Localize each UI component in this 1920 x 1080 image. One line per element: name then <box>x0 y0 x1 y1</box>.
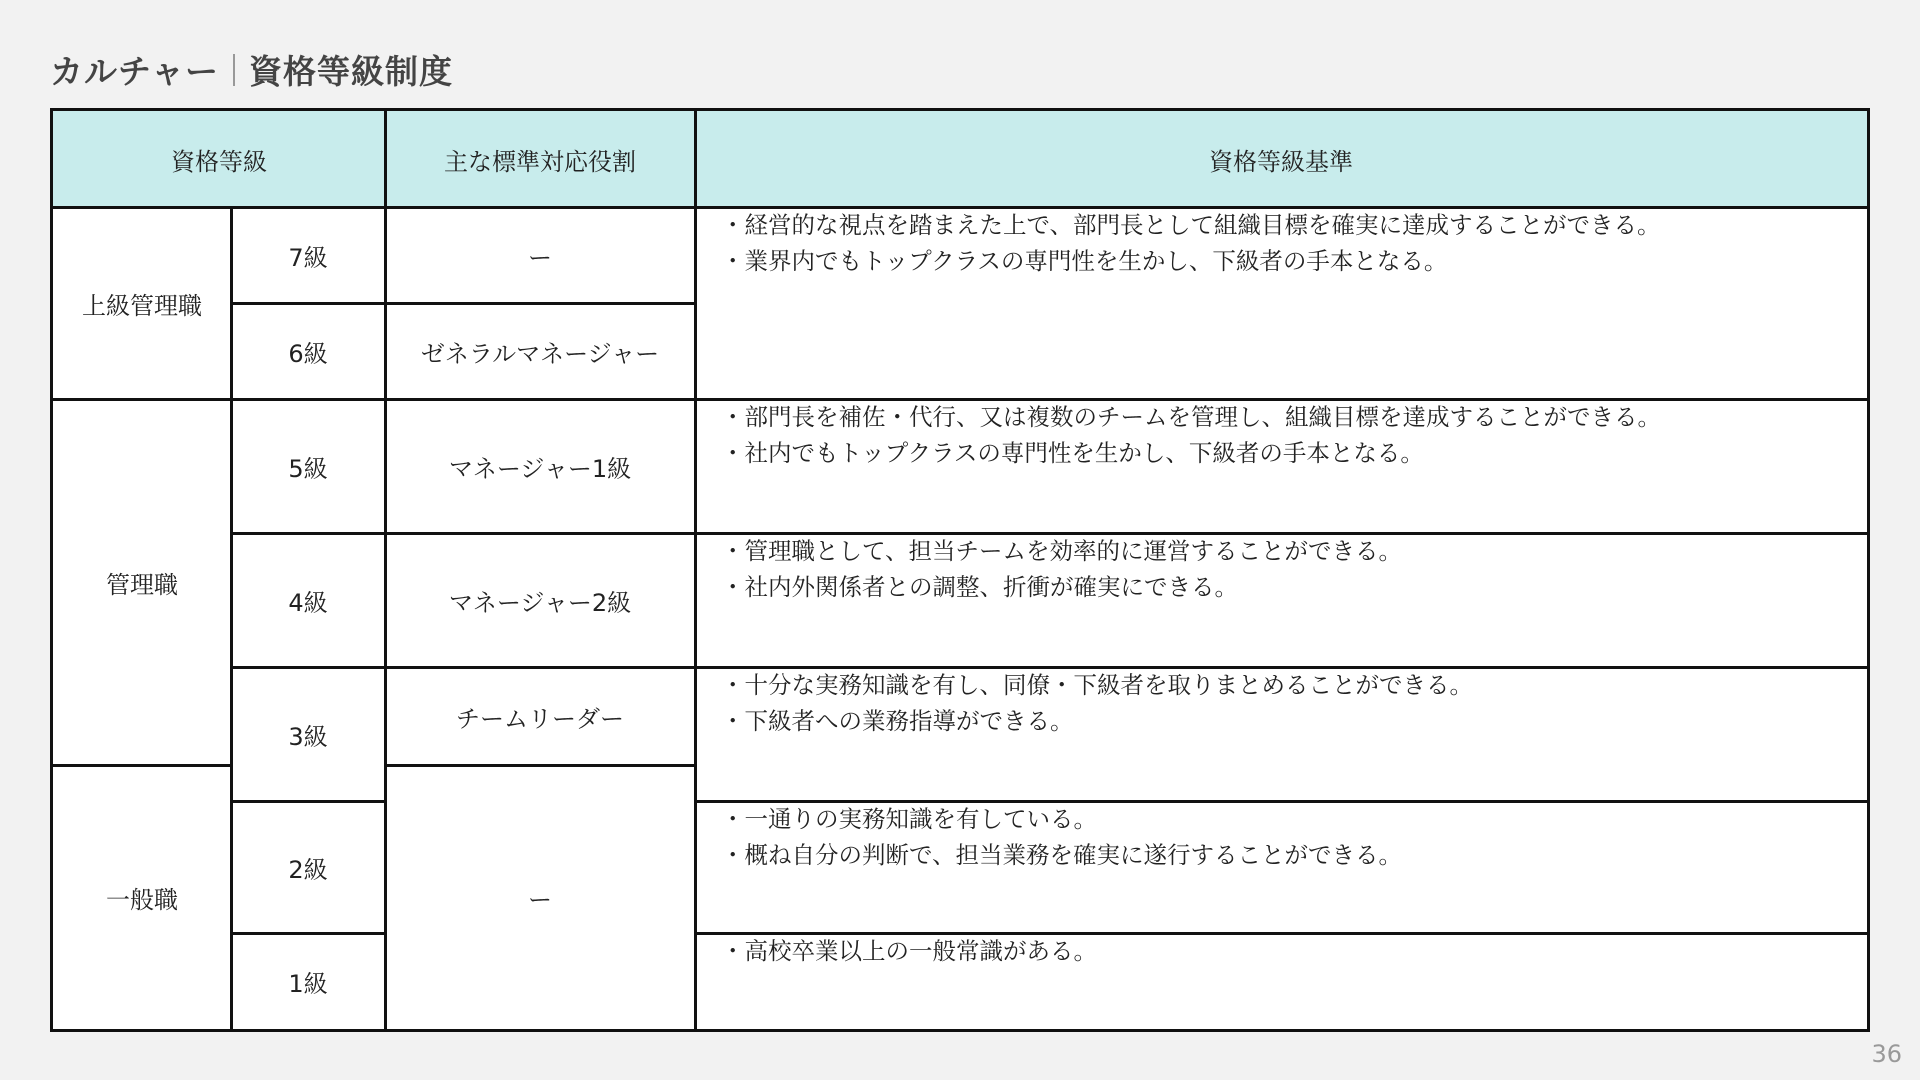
role-grade-3: チームリーダー <box>456 704 624 733</box>
criteria-grade-1 <box>695 933 1867 1029</box>
table-divider <box>231 532 385 535</box>
criteria-line: ・業界内でもトップクラスの専門性を生かし、下級者の手本となる。 <box>721 247 1448 275</box>
table-divider <box>385 302 695 305</box>
header-criteria: 資格等級基準 <box>695 111 1867 207</box>
table-divider <box>53 764 231 767</box>
grade-1: 1級 <box>288 969 328 998</box>
table-divider <box>384 111 387 1029</box>
table-divider <box>230 207 233 1029</box>
criteria-line: ・管理職として、担当チームを効率的に運営することができる。 <box>721 537 1403 565</box>
criteria-grade-5 <box>695 399 1867 533</box>
grade-3: 3級 <box>288 722 328 751</box>
criteria-line: ・社内外関係者との調整、折衝が確実にできる。 <box>721 573 1238 601</box>
table-divider <box>385 666 695 669</box>
criteria-line: ・十分な実務知識を有し、同僚・下級者を取りまとめることができる。 <box>721 671 1473 699</box>
page-number: 36 <box>1871 1040 1902 1068</box>
criteria-line: ・一通りの実務知識を有している。 <box>721 805 1097 833</box>
table-divider <box>695 666 1867 669</box>
page-title-topic: 資格等級制度 <box>249 52 454 91</box>
table-divider <box>695 532 1867 535</box>
criteria-line: ・部門長を補佐・代行、又は複数のチームを管理し、組織目標を達成することができる。 <box>721 403 1661 431</box>
table-divider <box>694 111 697 1029</box>
table-divider <box>231 398 385 401</box>
table-divider <box>385 398 695 401</box>
header-role: 主な標準対応役割 <box>385 111 695 207</box>
criteria-line: ・概ね自分の判断で、担当業務を確実に遂行することができる。 <box>721 841 1403 869</box>
role-grade-2-1: ー <box>528 885 552 914</box>
criteria-grade-7-6 <box>695 207 1867 399</box>
table-divider <box>231 666 385 669</box>
role-grade-5: マネージャー1級 <box>448 454 632 483</box>
grade-4: 4級 <box>288 588 328 617</box>
table-divider <box>53 206 1867 209</box>
role-grade-6: ゼネラルマネージャー <box>420 339 660 368</box>
grade-2: 2級 <box>288 855 328 884</box>
criteria-grade-2 <box>695 801 1867 933</box>
grade-7: 7級 <box>288 243 328 272</box>
criteria-grade-4 <box>695 533 1867 667</box>
table-divider <box>231 800 385 803</box>
criteria-line: ・社内でもトップクラスの専門性を生かし、下級者の手本となる。 <box>721 439 1424 467</box>
criteria-line: ・経営的な視点を踏まえた上で、部門長として組織目標を確実に達成することができる。 <box>721 211 1661 239</box>
role-grade-4: マネージャー2級 <box>448 588 632 617</box>
criteria-grade-3 <box>695 667 1867 801</box>
table-divider <box>695 398 1867 401</box>
table-divider <box>231 302 385 305</box>
category-general: 一般職 <box>106 885 178 914</box>
category-manager: 管理職 <box>106 570 178 599</box>
page-title-category: カルチャー <box>50 52 220 91</box>
criteria-line: ・高校卒業以上の一般常識がある。 <box>721 937 1097 965</box>
table-divider <box>231 932 385 935</box>
category-senior-manager: 上級管理職 <box>82 291 202 320</box>
role-grade-7: ー <box>528 243 552 272</box>
table-divider <box>695 932 1867 935</box>
table-divider <box>695 800 1867 803</box>
table-divider <box>53 398 231 401</box>
grade-table <box>50 108 1870 1032</box>
header-grade: 資格等級 <box>53 111 385 207</box>
title-separator <box>233 54 235 86</box>
criteria-line: ・下級者への業務指導ができる。 <box>721 707 1074 735</box>
page-title <box>50 46 453 93</box>
table-divider <box>385 532 695 535</box>
grade-6: 6級 <box>288 339 328 368</box>
grade-5: 5級 <box>288 454 328 483</box>
table-divider <box>385 764 695 767</box>
